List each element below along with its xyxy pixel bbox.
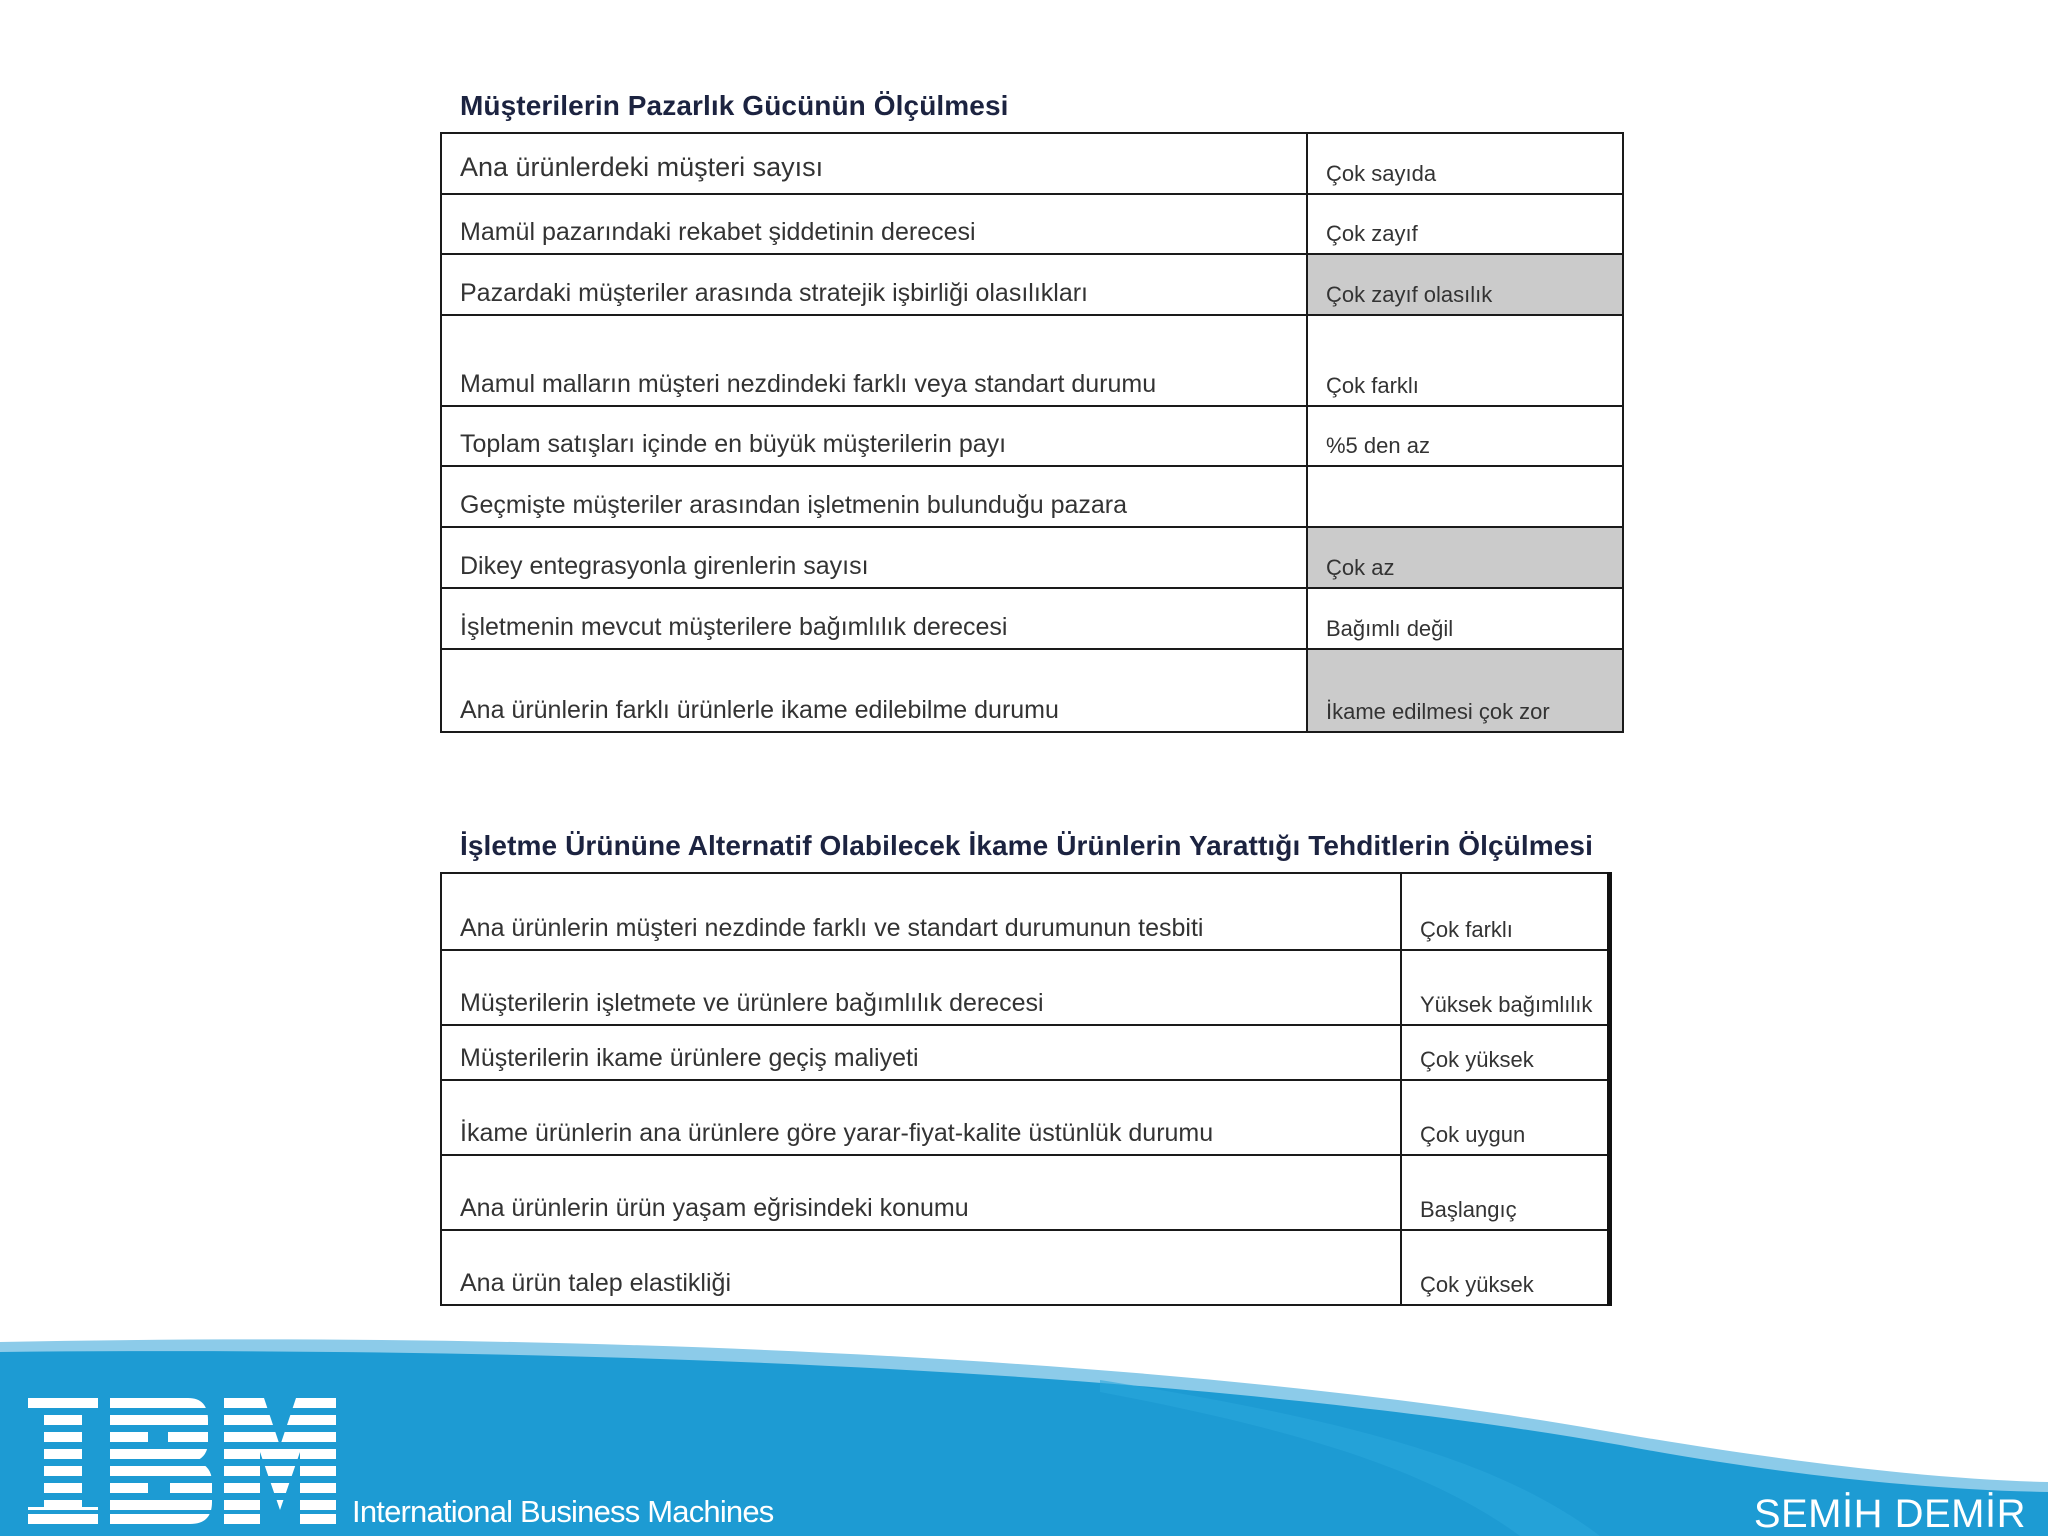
row-value: %5 den az bbox=[1307, 406, 1623, 466]
bargaining-power-table bbox=[440, 132, 1624, 733]
table-row bbox=[441, 649, 1623, 732]
table-row bbox=[441, 254, 1623, 315]
row-label: Dikey entegrasyonla girenlerin sayısı bbox=[441, 527, 1307, 588]
table-row bbox=[441, 1080, 1610, 1155]
row-value: Çok yüksek bbox=[1401, 1025, 1610, 1080]
row-value: Yüksek bağımlılık bbox=[1401, 950, 1610, 1025]
section2-title: İşletme Ürününe Alternatif Olabilecek İkame Ürünlerin Yarattığı Tehditlerin Ölçülmesi bbox=[460, 830, 1593, 861]
row-value: Çok zayıf olasılık bbox=[1307, 254, 1623, 315]
table-row bbox=[441, 1230, 1610, 1305]
table-row bbox=[441, 133, 1623, 194]
row-value: İkame edilmesi çok zor bbox=[1307, 649, 1623, 732]
table-row bbox=[441, 950, 1610, 1025]
row-label: Ana ürünlerin müşteri nezdinde farklı ve standart durumunun tesbiti bbox=[441, 873, 1401, 950]
row-label: Ana ürünlerin farklı ürünlerle ikame edilebilme durumu bbox=[441, 649, 1307, 732]
company-name: International Business Machines bbox=[352, 1494, 774, 1529]
row-label: Mamül pazarındaki rekabet şiddetinin derecesi bbox=[441, 194, 1307, 254]
row-label: İşletmenin mevcut müşterilere bağımlılık derecesi bbox=[441, 588, 1307, 649]
table-row bbox=[441, 406, 1623, 466]
row-value: Çok zayıf bbox=[1307, 194, 1623, 254]
row-value bbox=[1307, 466, 1623, 527]
section1-title: Müşterilerin Pazarlık Gücünün Ölçülmesi bbox=[460, 90, 1009, 121]
row-value: Çok uygun bbox=[1401, 1080, 1610, 1155]
row-label: Pazardaki müşteriler arasında stratejik işbirliği olasılıkları bbox=[441, 254, 1307, 315]
author-name: SEMİH DEMİR bbox=[1753, 1492, 2026, 1536]
table-row bbox=[441, 588, 1623, 649]
table-row bbox=[441, 194, 1623, 254]
row-label: Ana ürünlerdeki müşteri sayısı bbox=[441, 133, 1307, 194]
table-row bbox=[441, 466, 1623, 527]
row-value: Çok yüksek bbox=[1401, 1230, 1610, 1305]
row-label: Toplam satışları içinde en büyük müşterilerin payı bbox=[441, 406, 1307, 466]
row-label: Geçmişte müşteriler arasından işletmenin bulunduğu pazara bbox=[441, 466, 1307, 527]
row-label: İkame ürünlerin ana ürünlere göre yarar-fiyat-kalite üstünlük durumu bbox=[441, 1080, 1401, 1155]
row-label: Ana ürün talep elastikliği bbox=[441, 1230, 1401, 1305]
row-value: Çok az bbox=[1307, 527, 1623, 588]
row-value: Başlangıç bbox=[1401, 1155, 1610, 1230]
row-label: Ana ürünlerin ürün yaşam eğrisindeki konumu bbox=[441, 1155, 1401, 1230]
table-row bbox=[441, 527, 1623, 588]
table-row bbox=[441, 873, 1610, 950]
table-row bbox=[441, 1025, 1610, 1080]
row-value: Çok farklı bbox=[1401, 873, 1610, 950]
row-label: Müşterilerin işletmete ve ürünlere bağımlılık derecesi bbox=[441, 950, 1401, 1025]
row-value: Çok sayıda bbox=[1307, 133, 1623, 194]
substitute-threat-table bbox=[440, 872, 1612, 1306]
row-value: Çok farklı bbox=[1307, 315, 1623, 406]
table-row bbox=[441, 1155, 1610, 1230]
table-row bbox=[441, 315, 1623, 406]
row-value: Bağımlı değil bbox=[1307, 588, 1623, 649]
ibm-logo bbox=[28, 1398, 338, 1524]
row-label: Mamul malların müşteri nezdindeki farklı veya standart durumu bbox=[441, 315, 1307, 406]
row-label: Müşterilerin ikame ürünlere geçiş maliyeti bbox=[441, 1025, 1401, 1080]
